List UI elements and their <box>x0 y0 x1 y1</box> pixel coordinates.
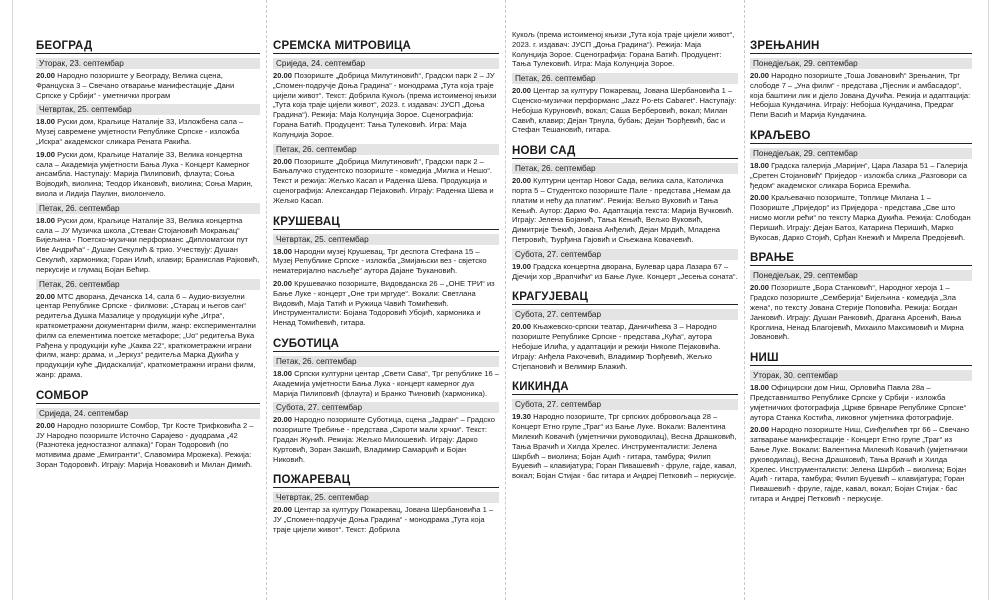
city-heading: ВРАЊЕ <box>750 252 972 266</box>
event-text: Позориште „Бора Станковић“, Народног хероја 1 – Градско позориште „Семберија“ Бијељина - комедија „Зла жена“, по тексту Јована Стерије Поповића. Режија: Богдан Јанковић. Играју: Душан Ранковић, Драгана Арсенић, Вања Кроглина, Ненад Благојевић, Михаило Максимовић и Мирна Јовановић. <box>750 283 964 342</box>
event-text: Културни центар Новог Сада, велика сала, Католичка порта 5 – Студентско позориште Пале - представа „Немам да платим и нећу да платим“. Режија: Вељко Вуковић и Тања Кењић. Аутор: Дарио Фо. Адаптација текста: Марија Вучковић. Играју: Јелена Бојанић, Тања Кењић, Вељко Вуковић, Димитрије Ђекић, Јована Анђелић, Дејан Мрдић, Младена Петровић, Ђурђина Гајовић и Сњежана Ковачевић. <box>512 176 734 244</box>
event-time: 20.00 <box>750 71 770 80</box>
event-entry <box>512 322 738 371</box>
event-entry <box>36 216 260 275</box>
program-column-4 <box>750 30 972 596</box>
event-text: Руски дом, Краљице Наталије 33, Изложбена сала – Музеј савремене умјетности Републике Српске - изложба „Искра“ академског сликара Рената Ракића. <box>36 117 244 146</box>
event-time: 20.00 <box>273 278 293 288</box>
city-heading: НОВИ САД <box>512 145 738 159</box>
event-entry <box>512 412 738 481</box>
event-entry <box>750 161 972 190</box>
event-entry <box>750 425 972 503</box>
event-text: Центар за културу Пожаревац, Јована Шербановића 1 – Сценско-музички перформанс „Jazz Po-ets Cabaret“. Наступају: Небојша Куруновић, вокал; Саша Берберовић, вокал; Милан Савић, клавир; Дејан Трнула, бубањ; Дејан Ђорђевић, бас и Стефан Тешановић, гитара. <box>512 86 737 135</box>
event-text: Књажевско-српски театар, Даничићева 3 – Народно позориште Републике Српске - представа „Кућа“, аутора Небојше Илића, у адаптацији и режији Николе Пејаковића. Играју: Анђела Ракочевић, Владимир Ђорђевић, Жељко Стјепановић и Велимир Блажић. <box>512 322 721 371</box>
date-bar: Сриједа, 24. септембар <box>273 58 499 69</box>
program-column-3 <box>512 30 738 596</box>
event-entry <box>36 117 260 146</box>
city-heading: КРАЉЕВО <box>750 130 972 144</box>
date-bar: Четвртак, 25. септембар <box>273 234 499 245</box>
event-entry <box>273 247 499 276</box>
event-continuation <box>512 30 738 69</box>
event-text: Руски дом, Краљице Наталије 33, Велика концертна сала – Академија умјетности Бања Лука - Концерт Камерног ансамбла. Наступају: Марија Пилиповић, флаута; Соња Војводић, виолина; Теодор Икановић, виолина; Соња Марин, виола и Лидија Паулин, виолончело. <box>36 149 253 198</box>
event-time: 18.00 <box>36 117 56 127</box>
event-time: 20.00 <box>273 415 293 425</box>
event-entry <box>36 292 260 380</box>
event-time: 18.00 <box>273 246 293 256</box>
event-entry <box>273 369 499 398</box>
event-time: 20.00 <box>273 71 293 80</box>
date-bar: Петак, 26. септембар <box>273 144 499 155</box>
date-bar: Четвртак, 25. септембар <box>36 104 260 115</box>
event-entry <box>273 71 499 140</box>
event-text: Позориште „Добрица Милутиновић“, Градски парк 2 – ЈУ „Спомен-подручје Доња Градина“ - монодрама „Тута која траје цијели живот“. Текст: Добрила Кукољ (према истоименој књизи „Тута која траје цијели живот“, 2023. г. издавач: ЈУСП „Доња Градина“). Режија: Маја Колунџија Зорое. Сценографија: Горана Батић. Продуцент: Тања Тулековић. Игра: Маја Колунџија Зорое. <box>273 71 497 139</box>
event-text: Центар за културу Пожаревац, Јована Шербановића 1 – ЈУ „Спомен-подручје Доња Градина“ - монодрама „Тута која траје цијели живот“. Текст: Добрила <box>273 505 494 534</box>
event-time: 18.00 <box>273 368 293 378</box>
event-text: Народно позориште Сомбор, Трг Косте Трифковића 2 – ЈУ Народно позориште Источно Сарајево - дуодрама „42 (Разнотека једностазног алпака)“ Горан Тодоровић (по мотивима драме „Емигранти“, Славомира Мрожека). Режија: Зоран Тодоровић. Играју: Марија Новаковић и Милан Димић. <box>36 420 254 469</box>
event-time: 20.00 <box>750 193 770 203</box>
fold-line <box>505 0 506 600</box>
date-bar: Уторак, 30. септембар <box>750 370 972 381</box>
event-text: Позориште „Добрица Милутиновић“, Градски парк 2 – Бањалучко студентско позориште - комедија „Милка и Нешо“. Текст и режија: Жељко Касап и Раденка Шева. Продукција и сценографија: Александар Пејаковић. Играју: Раденка Шева и Жељко Касап. <box>273 156 494 205</box>
event-time: 20.00 <box>36 71 56 80</box>
event-text: Народно позориште „Тоша Јовановић“ Зрењанин, Трг слободе 7 – „Уна филм“ - представа „Пјесник и амбасадор“, која баштини лик и дјело Јована Дучића. Режија и адаптација: Небојша Кундачина. Играју: Небојша Кундачина, Предраг Пепи Васић и Марија Кундачина. <box>750 71 971 120</box>
date-bar: Петак, 26. септембар <box>36 279 260 290</box>
event-time: 19.30 <box>512 412 532 422</box>
date-bar: Субота, 27. септембар <box>273 402 499 413</box>
event-entry <box>273 157 499 206</box>
right-page-edge <box>988 0 989 600</box>
event-time: 20.00 <box>750 425 770 435</box>
event-time: 20.00 <box>512 86 532 96</box>
city-heading: ЗРЕЊАНИН <box>750 40 972 54</box>
date-bar: Петак, 26. септембар <box>36 203 260 214</box>
event-time: 20.00 <box>36 420 56 430</box>
event-text: Народно позориште Ниш, Синђелићев трг 66 – Свечано затварање манифестације - Концерт Етно групе „Траг“ из Бање Луке. Вокали: Валентина Милекић Ковачић (умјетнички руководилац), Весна Драшковић, Тања Врачић и Хилда Хрелес. Инструменталисти: Јелена Шкрбић – виолина; Бојан Аџић - гитара, тамбура; Филип Буџевић – клавијатура; Горан Пивашевић - фруле, гајде, кавал, вокал; Бојан Стијак - бас гитара и Андреј Петковић - перкусије. <box>750 425 970 503</box>
event-time: 20.00 <box>273 156 293 166</box>
city-heading: СУБОТИЦА <box>273 338 499 352</box>
date-bar: Понедјељак, 29. септембар <box>750 58 972 69</box>
event-text: Српски културни центар „Свети Сава“, Трг републике 16 – Академија умјетности Бања Лука - концерт камерног дуа Марија Пилиповић (флаута) и Бранко Ћиновић (хармоника). <box>273 368 499 398</box>
event-entry <box>273 279 499 328</box>
event-text: Официрски дом Ниш, Орловића Павла 28а – Представништво Републике Српске у Србији - изложба умјетничких фотографија „Цркве брвнаре Републике Српске“ аутора Станка Костића, ликовног умјетника фотографије. <box>750 383 967 422</box>
event-time: 18.00 <box>750 383 770 393</box>
program-column-2 <box>273 30 499 596</box>
city-heading: КРАГУЈЕВАЦ <box>512 291 738 305</box>
city-heading: ПОЖАРЕВАЦ <box>273 474 499 488</box>
event-time: 19.00 <box>36 149 56 159</box>
event-entry <box>512 262 738 282</box>
event-time: 20.00 <box>512 176 532 186</box>
date-bar: Субота, 27. септембар <box>512 399 738 410</box>
event-text: Народно позориште у Београду, Велика сцена, Француска 3 – Свечано отварање манифестације „Дани Српске у Србији“ - уметнички програм <box>36 71 235 100</box>
date-bar: Четвртак, 25. септембар <box>273 492 499 503</box>
date-bar: Петак, 26. септембар <box>512 73 738 84</box>
date-bar: Уторак, 23. септембар <box>36 58 260 69</box>
event-entry <box>750 193 972 242</box>
event-text: МТС дворана, Дечанска 14, сала 6 – Аудио-визуелни центар Републике Српске - филмови: „Старац и његов сан“ редитеља Душка Мазалице у продукцији куће „Игра“, краткометражни документарни филм, жанр: експериментални филм са елементима поетске метафоре; „Uo“ редитеља Вука Рађена у продукцији куће „Каква 22“, краткометражни играни филм, жанр: драма, и „Јеркуз“ редитеља Марка Дукића у продукцији куће „Дидаскалија“, краткометражни играни филм, жанр: драма. <box>36 291 256 379</box>
event-text: Градска галерија „Маријин“, Цара Лазара 51 – Галерија „Сретен Стојановић“ Приједор - изложба слика „Разговори са ђедом“ академског сликара Бориса Еремића. <box>750 160 968 190</box>
event-text: Краљевачко позориште, Топлице Милана 1 – Позориште „Приједор“ из Приједора - представа „Све што нисмо могли рећи“ по тексту Марка Дукића. Режија: Слободан Перишић. Играју: Дејан Батоз, Катарина Перишић, Марко Вукосав, Дарко Стојић, Срђан Кнежић и Мирела Предојевић. <box>750 193 971 242</box>
event-entry <box>36 421 260 470</box>
event-time: 18.00 <box>750 160 770 170</box>
fold-line <box>266 0 267 600</box>
program-column-1 <box>36 30 260 596</box>
city-heading: СРЕМСКА МИТРОВИЦА <box>273 40 499 54</box>
city-heading: БЕОГРАД <box>36 40 260 54</box>
event-time: 20.00 <box>36 291 56 301</box>
fold-line <box>744 0 745 600</box>
date-bar: Понедјељак, 29. септембар <box>750 270 972 281</box>
date-bar: Понедјељак, 29. септембар <box>750 148 972 159</box>
date-bar: Субота, 27. септембар <box>512 249 738 260</box>
event-time: 18.00 <box>36 215 56 225</box>
event-text: Народно позориште Суботица, сцена „Јадран“ – Градско позориште Требиње - представа „Скроти мали хрчки“. Текст: Градан Жунић. Режија: Жељко Милошевић. Играју: Дарко Куртовић, Зоран Закшић, Владимир Самарџић и Бојан Никовић. <box>273 415 495 464</box>
date-bar: Субота, 27. септембар <box>512 309 738 320</box>
event-text: Народни музеј Крушевац, Трг деспота Стефана 15 – Музеј Републике Српске - изложба „Змијањски вез - свјетско нематеријално насљеђе“ аутора Дајане Ђукановић. <box>273 246 487 276</box>
event-entry <box>273 415 499 464</box>
left-page-edge <box>12 0 13 600</box>
event-text: Градска концертна дворана, Булевар цара Лазара 67 – Дјечији хор „Врапчићи“ из Бање Луке. Концерт „Јесења соната“. <box>512 261 738 281</box>
event-entry <box>750 283 972 342</box>
city-heading: КИКИНДА <box>512 381 738 395</box>
event-entry <box>273 505 499 534</box>
event-entry <box>36 71 260 100</box>
event-entry <box>512 176 738 245</box>
event-time: 20.00 <box>512 322 532 332</box>
date-bar: Петак, 26. септембар <box>273 356 499 367</box>
event-time: 20.00 <box>273 505 293 515</box>
event-entry <box>750 383 972 422</box>
city-heading: СОМБОР <box>36 390 260 404</box>
event-text: Руски дом, Краљице Наталије 33, Велика концертна сала – ЈУ Музичка школа „Стеван Стојановић Мокрањац“ Бијељина - Поетско-музички перформанс „Дипломатски пут Иве Андрића“ - Душан Секулић & трио. Учествују: Душан Секулић, хармоника; Горан Илић, клавир; Бранислав Рајковић, перкусије и глумац Бојан Бећир. <box>36 215 260 274</box>
event-entry <box>750 71 972 120</box>
date-bar: Сриједа, 24. септембар <box>36 408 260 419</box>
event-entry <box>36 150 260 199</box>
event-text: Крушевачко позориште, Видовданска 26 – „ОНЕ ТРИ“ из Бање Луке - концерт „Оне три мргуде“. Вокали: Светлана Видовић, Маја Татић и Ружица Чавић Томићевић. Инструменталисти: Бојана Тодоровић Убојић, хармоника и Ненад Томићевић, гитара. <box>273 278 495 328</box>
event-time: 20.00 <box>750 283 770 293</box>
event-entry <box>512 86 738 135</box>
date-bar: Петак, 26. септембар <box>512 163 738 174</box>
event-text: Народно позориште, Трг српских добровољаца 28 – Концерт Етно групе „Траг“ из Бање Луке. Вокали: Валентина Милекић Ковачић (умјетнички руководилац), Весна Драшковић, Тања Врачић и Хилда Хрелес. Инструменталисти: Јелена Шкрбић – виолина; Бојан Аџић - гитара, тамбура; Филип Буџевић – клавијатура; Горан Пивашевић - фруле, гајде, кавал, вокал; Бојан Стијак - бас гитара и Андреј Петковић – перкусије. <box>512 412 737 481</box>
city-heading: КРУШЕВАЦ <box>273 216 499 230</box>
event-text: Кукољ (према истоименој књизи „Тута која траје цијели живот“, 2023. г. издавач: ЈУСП „Доња Градина“). Режија: Маја Колунџија Зорое. Сценографија: Горана Батић. Продуцент: Тања Тулековић. Игра: Маја Колунџија Зорое. <box>512 30 735 69</box>
event-time: 19.00 <box>512 261 532 271</box>
city-heading: НИШ <box>750 352 972 366</box>
